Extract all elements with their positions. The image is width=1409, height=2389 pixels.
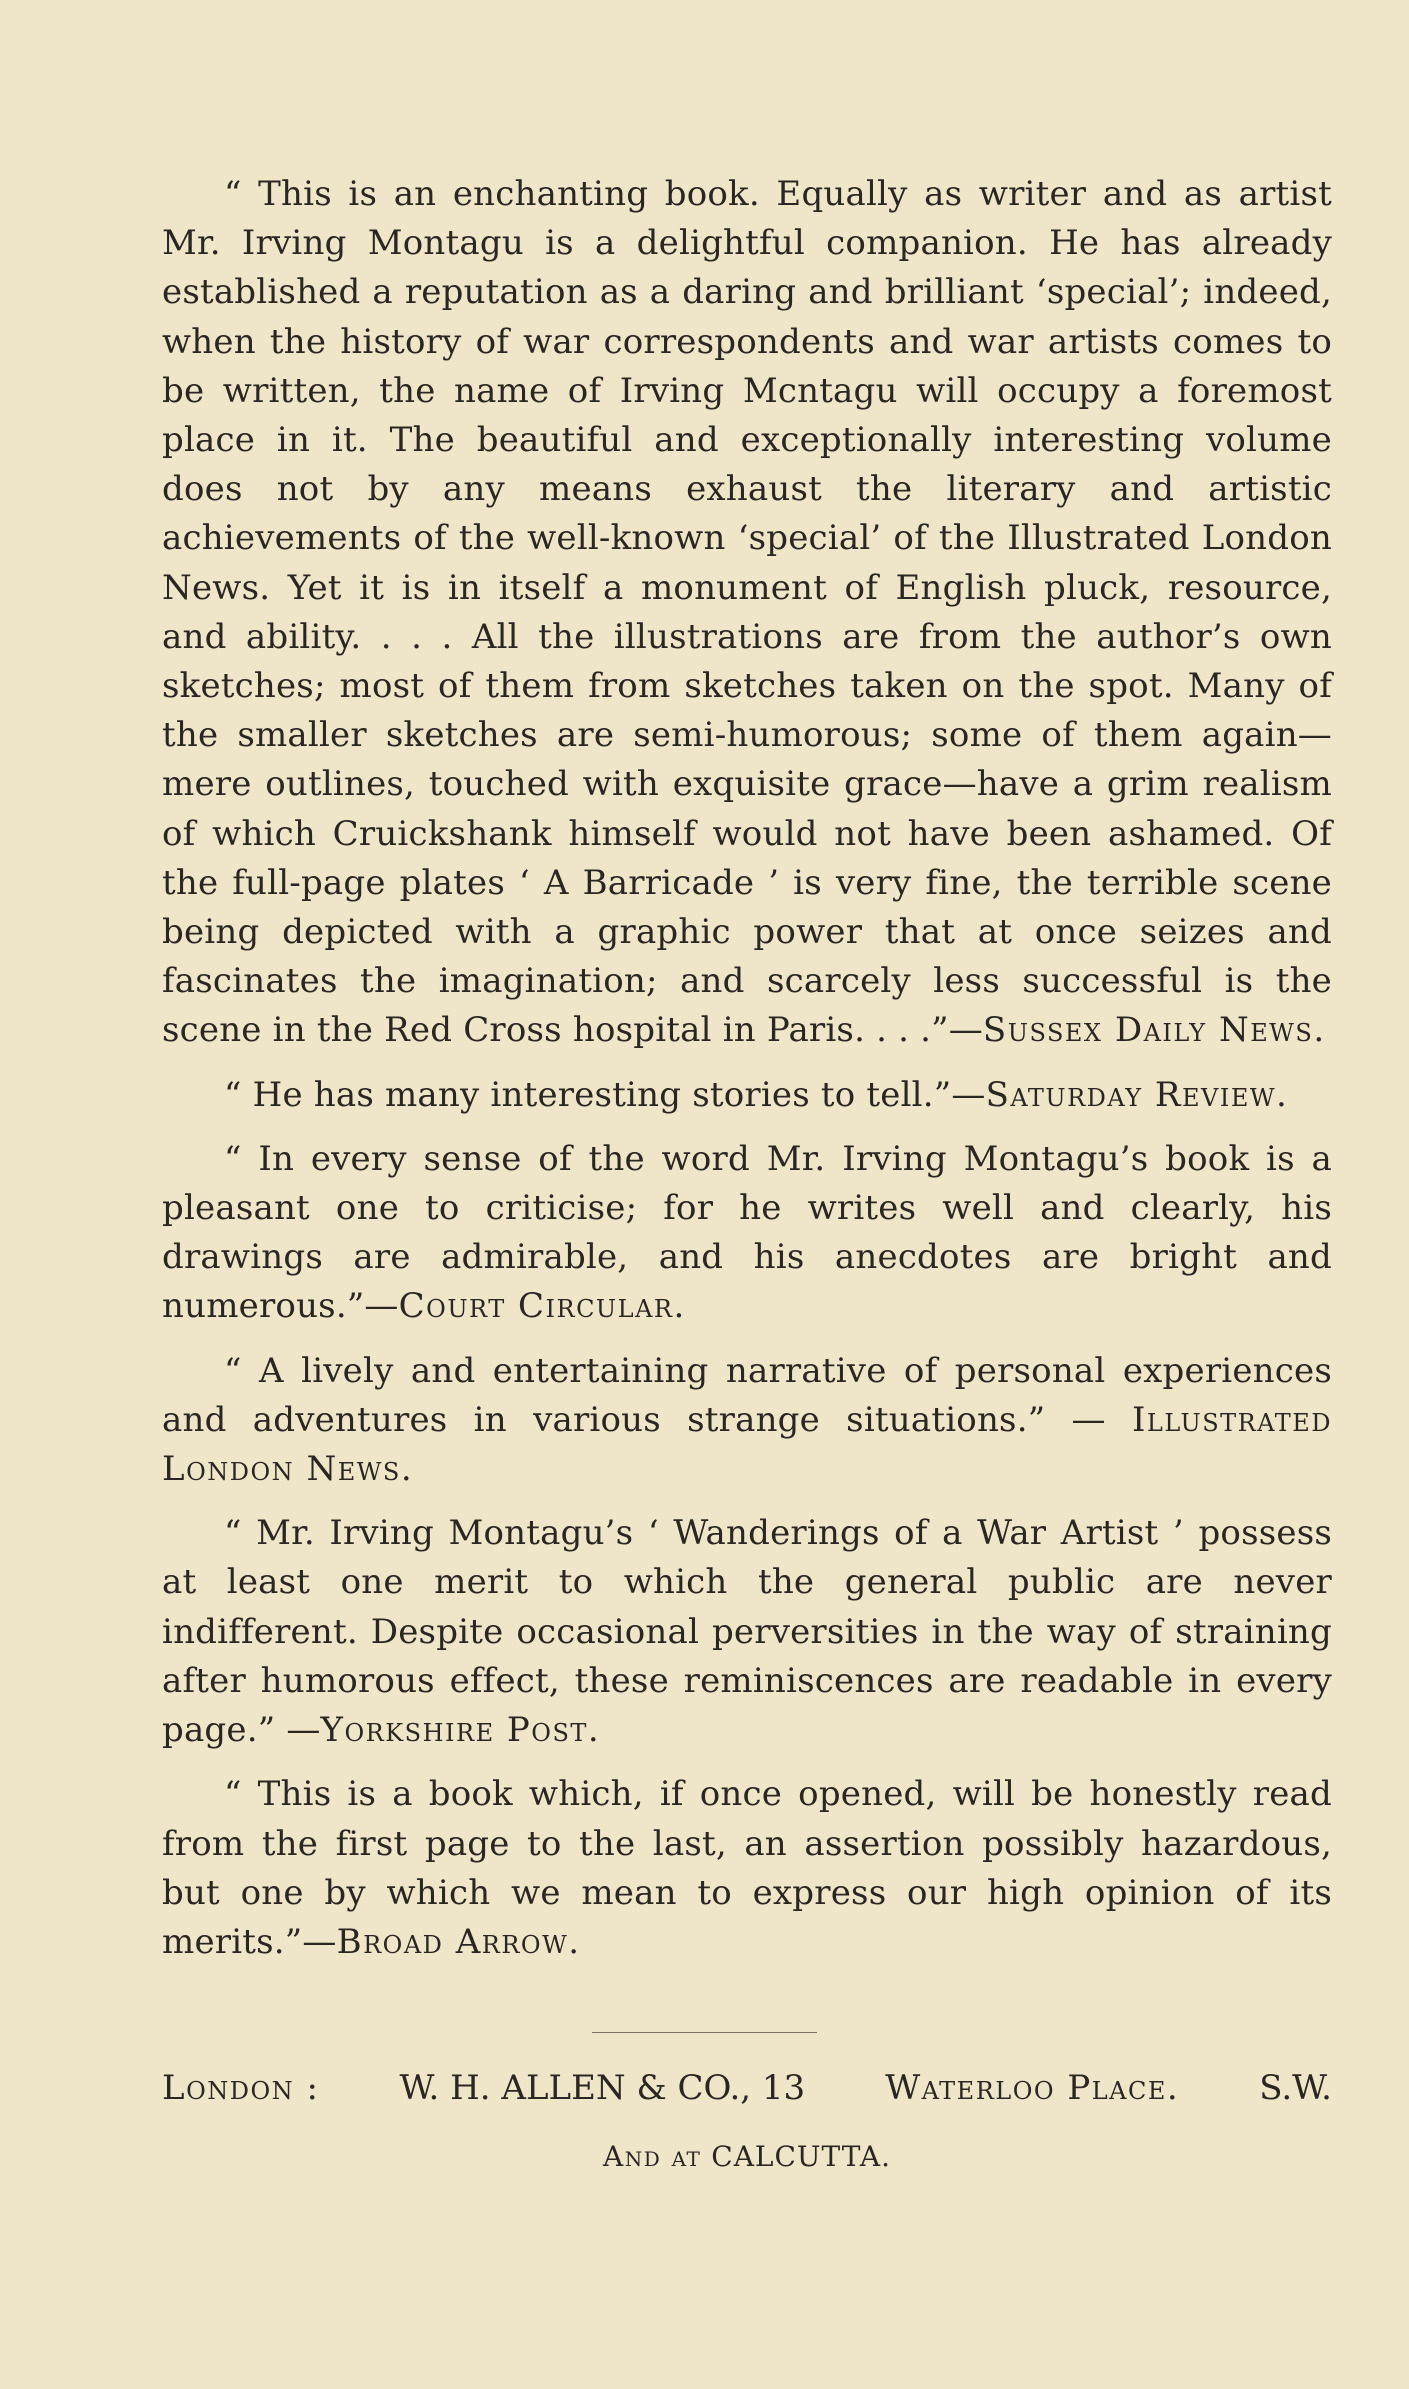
review-quote: “ This is an enchanting book. Equally as writer and as artist Mr. Irving Montagu is a delightful companion. He has already established a reputation as a daring and brilliant ‘special’; indeed, when the history of war correspondents and war artists comes to be written, the name of Irving Mcntagu will occupy a foremost place in it. The beautiful and exceptionally interesting volume does not by any means exhaust the literary and artistic achievements of the well-known ‘special’ of the Illustrated London News. Yet it is in itself a monument of English pluck, resource, and ability. . . . All the illustrations are from the author’s own sketches; most of them from sketches taken on the spot. Many of the smaller sketches are semi-humorous; some of them again—mere outlines, touched with exquisite grace—have a grim realism of which Cruickshank himself would not have been ashamed. Of the full-page plates ‘ A Barricade ’ is very fine, the terrible scene being depicted with a graphic power that at once seizes and fascinates the imagination; and scarcely less successful is the scene in the Red Cross hospital in Paris. . . .”— xyxy=(162,174,1332,1051)
review-quote: “ He has many interesting stories to tell.”— xyxy=(224,1074,986,1115)
review-source: Court Circular. xyxy=(398,1286,686,1327)
review-quote: “ This is a book which, if once opened, will be honestly read from the first page to the last, an assertion possibly hazardous, but one by which we mean to express our high opinion of its merits.”— xyxy=(162,1774,1332,1962)
imprint-district: S.W. xyxy=(1259,2068,1332,2108)
review-yorkshire xyxy=(162,1509,1332,1755)
reviews-block xyxy=(162,170,1332,1982)
review-sussex xyxy=(162,170,1332,1056)
review-quote: “ In every sense of the word Mr. Irving Montagu’s book is a pleasant one to criticise; for he writes well and clearly, his drawings are admirable, and his anecdotes are bright and numerous.”— xyxy=(162,1138,1332,1327)
imprint-publisher: W. H. ALLEN & CO., 13 xyxy=(399,2068,806,2108)
review-source: Broad Arrow. xyxy=(336,1921,581,1962)
review-quote: “ Mr. Irving Montagu’s ‘ Wanderings of a War Artist ’ possess at least one merit to which the general public are never indifferent. Despite occasional perversities in the way of straining after humorous effect, these reminiscences are readable in every page.” — xyxy=(162,1513,1332,1751)
review-source: Illustrated London News. xyxy=(162,1399,1332,1490)
imprint-city: London : xyxy=(162,2068,320,2108)
branch-prefix: And at xyxy=(603,2140,702,2173)
branch-line xyxy=(162,2140,1332,2173)
publisher-imprint xyxy=(162,2068,1332,2108)
branch-city: CALCUTTA. xyxy=(711,2140,891,2173)
review-source: Sussex Daily News. xyxy=(982,1010,1326,1051)
divider-rule xyxy=(592,2032,817,2033)
review-source: Yorkshire Post. xyxy=(320,1710,601,1751)
review-illustrated xyxy=(162,1347,1332,1495)
review-court xyxy=(162,1135,1332,1332)
review-quote: “ A lively and entertaining narrative of personal experiences and adventures in various strange situations.” — xyxy=(162,1350,1332,1440)
review-broad-arrow xyxy=(162,1770,1332,1967)
imprint-address: Waterloo Place. xyxy=(885,2068,1180,2108)
review-source: Saturday Review. xyxy=(985,1074,1289,1115)
review-saturday xyxy=(162,1071,1332,1120)
